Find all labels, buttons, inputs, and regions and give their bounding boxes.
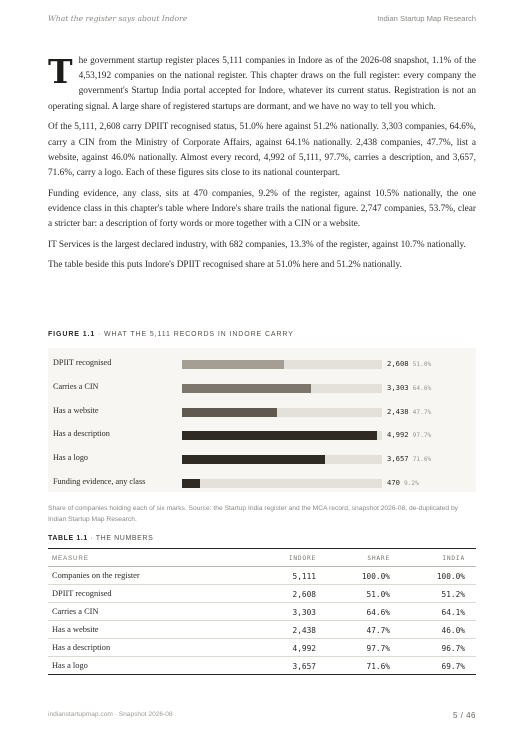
table-cell-indore: 2,608 xyxy=(292,590,316,599)
chart-value-label xyxy=(387,430,431,439)
table-number: TABLE 1.1 xyxy=(48,535,88,542)
table-row xyxy=(48,657,476,675)
chart-bar-row xyxy=(48,448,476,471)
table-row xyxy=(48,639,476,657)
chart-bar-track xyxy=(182,408,382,417)
chart-category-label: DPIIT recognised xyxy=(53,358,112,367)
table-cell-indore: 4,992 xyxy=(292,644,316,653)
paragraph-5: The table beside this puts Indore's DPIIT recognised share at 51.0% here and 51.2% nationally. xyxy=(48,260,402,271)
table-cell-india: 51.2% xyxy=(441,590,465,599)
column-header-share: SHARE xyxy=(367,555,390,562)
paragraph-3: Funding evidence, any class, sits at 470 companies, 9.2% of the register, against 10.5% nationally, the one evidence class in this chapter's table where Indore's share trails the national figure. 2,747 companies, 53.7%, clear a stricter bar: a description of forty words or more together with a CIN or a website. xyxy=(48,188,476,230)
figure-caption: Share of companies holding each of six marks. Source: the Startup India register and the MCA record, snapshot 2026-08, de-duplicated by Indian Startup Map Research. xyxy=(48,505,459,523)
table-cell-india: 46.0% xyxy=(441,626,465,635)
paragraph-1 xyxy=(48,54,476,115)
column-header-measure: MEASURE xyxy=(52,555,89,562)
table-label xyxy=(48,535,153,542)
table-row xyxy=(48,603,476,621)
footer-source: indianstartupmap.com · Snapshot 2026-08 xyxy=(48,711,173,718)
chart-bar xyxy=(182,360,284,369)
chart-bar-row xyxy=(48,472,476,495)
chart-value-percent: 64.6% xyxy=(412,384,432,392)
chart-bar xyxy=(182,431,377,440)
chart-category-label: Has a description xyxy=(53,429,110,439)
table-cell-share: 64.6% xyxy=(366,608,390,617)
chart-value-count: 2,608 xyxy=(387,359,409,368)
chapter-title: What the register says about Indore xyxy=(48,14,188,23)
table-header-row xyxy=(48,548,476,567)
column-header-indore: INDORE xyxy=(288,555,316,562)
chart-value-percent: 47.7% xyxy=(412,408,432,416)
table-cell-measure: Has a description xyxy=(52,643,111,652)
chart-value-label xyxy=(387,478,419,487)
chart-bar-track xyxy=(182,479,382,488)
chart-value-label xyxy=(387,383,431,392)
chart-category-label: Has a website xyxy=(53,405,99,415)
paragraph-1-text: he government startup register places 5,111 companies in Indore as of the 2026-08 snapshot, 1.1% of the 4,53,192 companies on the national register. This chapter draws on the full register: every company the government's Startup India portal accepted for Indore, whatever its current status. Registration is not an operating signal. A large share of registered startups are dormant, and we have no way to tell you which. xyxy=(48,56,476,112)
table-cell-measure: Has a website xyxy=(52,625,99,634)
chapter-body xyxy=(48,54,476,279)
chart-bar-track xyxy=(182,384,382,393)
table-cell-measure: Has a logo xyxy=(52,661,88,670)
chart-bar-track xyxy=(182,360,382,369)
table-row xyxy=(48,621,476,639)
table-cell-share: 47.7% xyxy=(366,626,390,635)
table-cell-indore: 3,303 xyxy=(292,608,316,617)
chart-category-label: Carries a CIN xyxy=(53,381,99,391)
paragraph-2: Of the 5,111, 2,608 carry DPIIT recognised status, 51.0% here against 51.2% nationally. 3,303 companies, 64.6%, carry a CIN from the Ministry of Corporate Affairs, against 64.1% nationally. 2,438 companies, 47.7%, list a website, against 46.0% nationally. Almost every record, 4,992 of 5,111, 97.7%, carries a description, and 3,657, 71.6%, carry a logo. Each of these figures sits close to its national counterpart. xyxy=(48,122,476,178)
table-cell-share: 97.7% xyxy=(366,644,390,653)
drop-cap: T xyxy=(48,52,73,91)
table-cell-measure: Carries a CIN xyxy=(52,607,99,616)
chart-value-percent: 97.7% xyxy=(412,432,432,440)
chart-category-label: Funding evidence, any class xyxy=(53,477,146,486)
chart-value-percent: 51.0% xyxy=(412,361,432,368)
chart-bar-row xyxy=(48,353,476,376)
table-cell-share: 71.6% xyxy=(366,662,390,671)
chart-value-percent: 71.6% xyxy=(412,456,432,464)
table-cell-india: 96.7% xyxy=(441,644,465,653)
table-row xyxy=(48,585,476,603)
table-row xyxy=(48,567,476,585)
chart-bar-track xyxy=(182,455,382,464)
table-cell-indore: 5,111 xyxy=(292,572,316,581)
page-number: 5 / 46 xyxy=(452,711,476,720)
table-cell-share: 51.0% xyxy=(366,590,390,599)
table-cell-measure: DPIIT recognised xyxy=(52,589,112,598)
figure-number: FIGURE 1.1 xyxy=(48,331,96,338)
table-cell-indore: 2,438 xyxy=(292,626,316,635)
chart-bar-row xyxy=(48,401,476,424)
column-header-india: INDIA xyxy=(442,555,465,562)
chart-bar-row xyxy=(48,377,476,400)
records-bar-chart xyxy=(48,348,476,492)
chart-bar xyxy=(182,479,200,488)
chart-bar-row xyxy=(48,424,476,447)
table-cell-india: 100.0% xyxy=(436,572,465,581)
chart-value-count: 3,303 xyxy=(387,382,409,392)
chart-value-label xyxy=(387,407,431,416)
table-cell-indore: 3,657 xyxy=(292,662,316,671)
chart-bar-track xyxy=(182,431,382,440)
table-title: · THE NUMBERS xyxy=(87,535,154,542)
figure-label xyxy=(48,331,294,338)
chart-value-count: 3,657 xyxy=(387,454,409,464)
publication-name: Indian Startup Map Research xyxy=(377,14,476,23)
table-cell-india: 64.1% xyxy=(441,608,465,617)
chart-value-count: 470 xyxy=(387,478,400,487)
chart-bar xyxy=(182,408,277,417)
chart-value-label xyxy=(387,454,431,463)
numbers-table xyxy=(48,548,476,675)
paragraph-4: IT Services is the largest declared industry, with 682 companies, 13.3% of the register, against 10.7% nationally. xyxy=(48,239,466,250)
chart-value-percent: 9.2% xyxy=(403,480,419,487)
chart-bar xyxy=(182,455,325,464)
chart-value-label xyxy=(387,359,431,368)
figure-title: · WHAT THE 5,111 RECORDS IN INDORE CARRY xyxy=(95,331,294,338)
chart-value-count: 2,438 xyxy=(387,406,409,416)
running-header xyxy=(48,14,476,23)
table-cell-measure: Companies on the register xyxy=(52,571,140,580)
table-cell-india: 69.7% xyxy=(441,662,465,671)
page-footer xyxy=(48,711,476,720)
chart-category-label: Has a logo xyxy=(53,453,89,463)
chart-bar xyxy=(182,384,311,393)
table-cell-share: 100.0% xyxy=(361,572,390,581)
chart-value-count: 4,992 xyxy=(387,430,409,440)
